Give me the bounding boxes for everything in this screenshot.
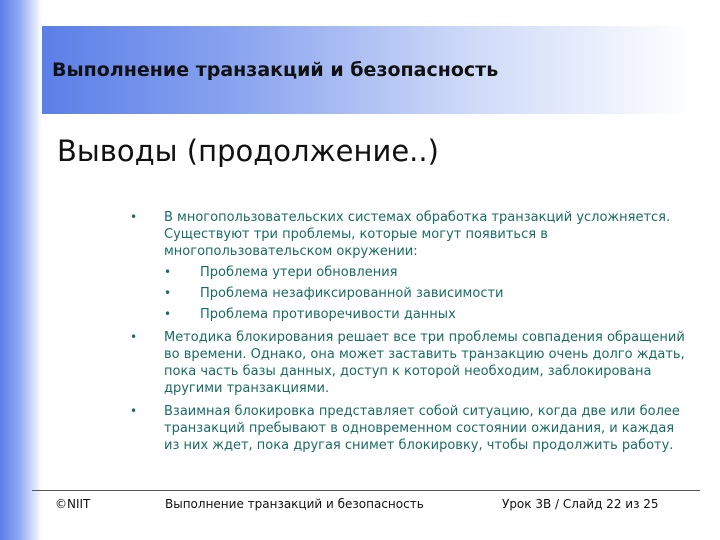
- bullet-icon: •: [164, 265, 172, 279]
- left-gradient-bar: [0, 0, 42, 540]
- sub-bullet-item: [164, 264, 690, 281]
- footer-course-title: Выполнение транзакций и безопасность: [165, 497, 424, 511]
- slide-content: [130, 209, 690, 460]
- bullet-text: Взаимная блокировка представляет собой ситуацию, когда две или более транзакций пребывают в одновременном состоянии ожидания, и каждая из них ждет, пока другая снимет блокировку, чтобы продолжить работу.: [164, 404, 680, 453]
- footer-copyright: ©NIIT: [55, 497, 91, 511]
- bullet-icon: •: [164, 286, 172, 300]
- sub-bullet-item: [164, 306, 690, 323]
- bullet-item: [130, 329, 690, 397]
- bullet-icon: •: [164, 307, 172, 321]
- footer-slide-number: Урок 3B / Слайд 22 из 25: [502, 497, 659, 511]
- sub-bullet-item: [164, 285, 690, 302]
- bullet-icon: •: [130, 210, 138, 224]
- sub-list: [164, 264, 690, 323]
- sub-bullet-text: Проблема незафиксированной зависимости: [200, 286, 504, 301]
- sub-bullet-text: Проблема противоречивости данных: [200, 307, 456, 322]
- sub-bullet-text: Проблема утери обновления: [200, 265, 398, 280]
- slide-heading: Выводы (продолжение..): [57, 134, 439, 168]
- bullet-item: [130, 403, 690, 454]
- bullet-icon: •: [130, 330, 138, 344]
- bullet-text: В многопользовательских системах обработка транзакций усложняется. Существуют три проблемы, которые могут появиться в многопользовательском окружении:: [164, 210, 671, 259]
- bullet-item: [130, 209, 690, 323]
- footer-divider: [32, 490, 700, 491]
- bullet-icon: •: [130, 404, 138, 418]
- bullet-text: Методика блокирования решает все три проблемы совпадения обращений во времени. Однако, она может заставить транзакцию очень долго ждать, пока часть базы данных, доступ к которой необходим, заблокирована другими транзакциями.: [164, 330, 685, 396]
- header-title: Выполнение транзакций и безопасность: [52, 59, 499, 81]
